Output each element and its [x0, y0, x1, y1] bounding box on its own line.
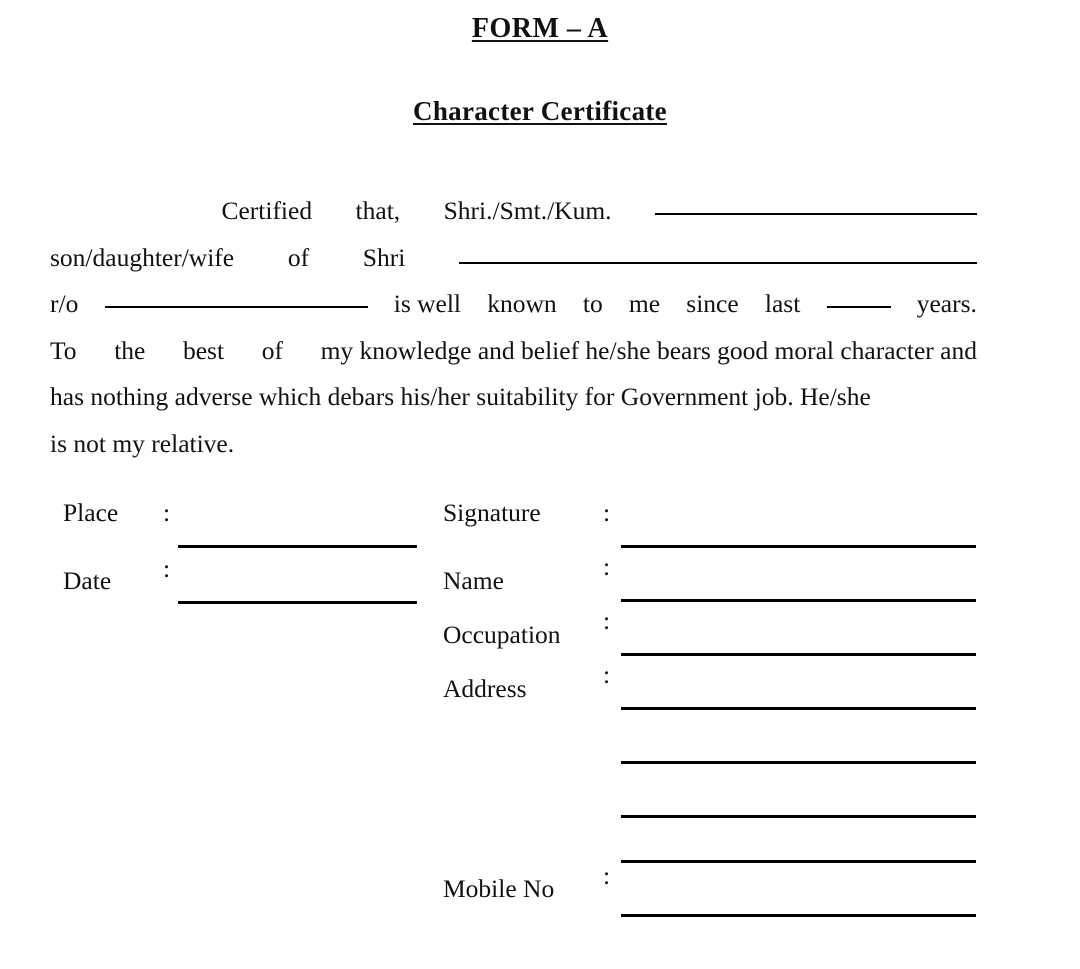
- body-line-1-word-1: Certified: [221, 196, 313, 225]
- body-line-5-text: has nothing adverse which debars his/her suitability for Government job. He/she: [50, 382, 871, 411]
- document-title-text: Character Certificate: [413, 96, 667, 126]
- body-line-2-word-2: of: [287, 242, 310, 272]
- body-line-4-word-2: the: [114, 335, 146, 365]
- occupation-label: Occupation: [443, 620, 561, 649]
- occupation-input-rule[interactable]: [621, 653, 976, 656]
- body-line-2-word-1: son/daughter/wife: [50, 242, 235, 272]
- body-line-1-word-2: that,: [355, 196, 401, 225]
- body-line-4-word-3: best: [182, 335, 225, 365]
- body-line-3-word-4: to: [582, 289, 603, 318]
- body-line-4-word-4: of: [261, 335, 283, 365]
- address-input-rule-2[interactable]: [621, 761, 976, 764]
- signature-input-rule[interactable]: [621, 545, 976, 548]
- body-line-3-word-6: since: [686, 289, 739, 318]
- body-line-3-word-1: r/o: [50, 289, 79, 318]
- body-line-3-word-8: years.: [916, 289, 977, 318]
- form-title-text: FORM – A: [471, 13, 609, 44]
- body-line-2-word-3: Shri: [362, 242, 406, 272]
- date-label: Date: [63, 566, 112, 595]
- body-line-3-word-3: known: [487, 289, 557, 318]
- address-input-rule-1[interactable]: [621, 707, 976, 710]
- signature-colon: :: [603, 498, 611, 527]
- address-input-rule-3[interactable]: [621, 815, 976, 818]
- place-label: Place: [63, 498, 119, 527]
- body-line-4-word-5: my knowledge and belief he/she bears good moral character and: [320, 335, 977, 365]
- address-colon: :: [603, 660, 611, 689]
- date-colon: :: [163, 554, 171, 583]
- address-input-rule-4[interactable]: [621, 860, 976, 863]
- mobile-number-label: Mobile No: [443, 874, 555, 903]
- place-input-rule[interactable]: [178, 545, 417, 548]
- date-input-rule[interactable]: [178, 601, 417, 604]
- body-line-3-word-2: is well: [393, 289, 462, 318]
- body-line-1-word-3: Shri./Smt./Kum.: [443, 196, 612, 225]
- mobile-number-input-rule[interactable]: [621, 914, 976, 917]
- signature-label: Signature: [443, 498, 541, 527]
- mobile-number-colon: :: [603, 861, 611, 890]
- occupation-colon: :: [603, 606, 611, 635]
- name-label: Name: [443, 566, 504, 595]
- body-line-6-text: is not my relative.: [50, 428, 235, 458]
- name-input-rule[interactable]: [621, 599, 976, 602]
- body-line-3-word-5: me: [628, 289, 661, 318]
- name-colon: :: [603, 552, 611, 581]
- address-label: Address: [443, 674, 527, 703]
- place-colon: :: [163, 498, 171, 527]
- body-line-4-word-1: To: [50, 335, 77, 365]
- body-line-3-word-7: last: [764, 289, 801, 318]
